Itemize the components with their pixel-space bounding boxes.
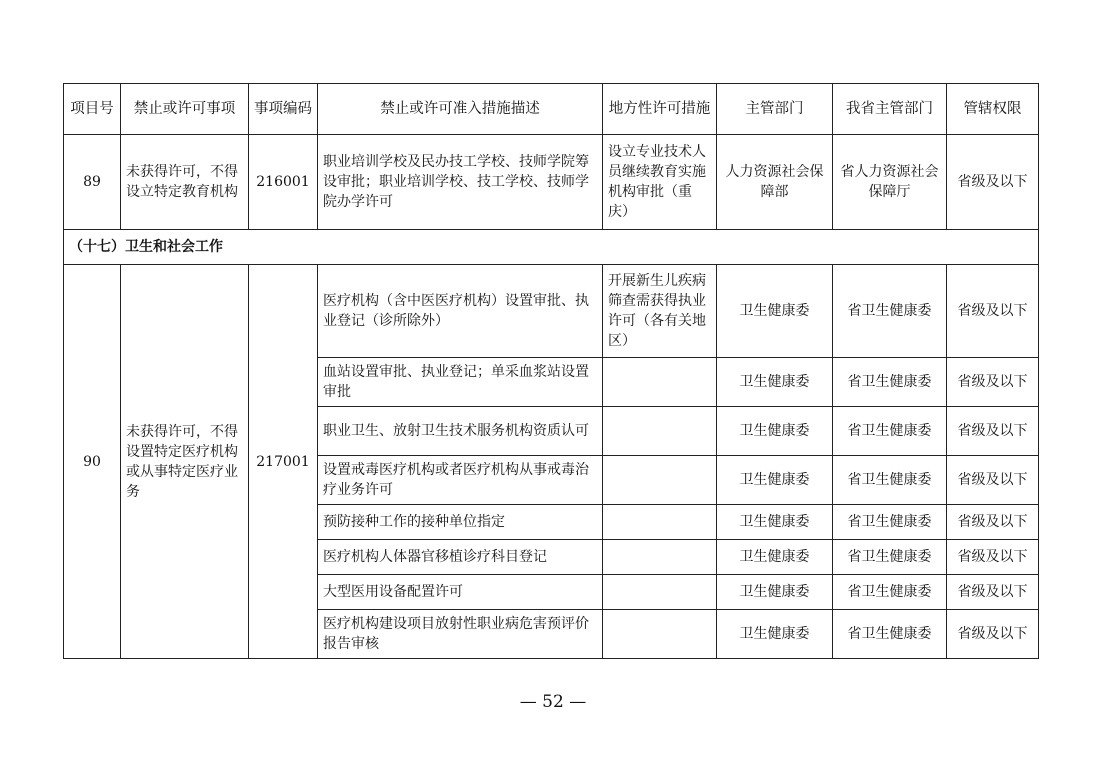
header-cell: 我省主管部门: [833, 84, 947, 135]
measure-description: 职业卫生、放射卫生技术服务机构资质认可: [318, 407, 603, 456]
section-row: [64, 230, 1039, 265]
jurisdiction: 省级及以下: [947, 135, 1039, 230]
local-measure: 开展新生儿疾病筛查需获得执业许可（各有关地区）: [603, 265, 717, 358]
department: 卫生健康委: [717, 265, 833, 358]
section-title: （十七）卫生和社会工作: [64, 230, 1039, 265]
item-code: 216001: [249, 135, 318, 230]
provincial-department: 省卫生健康委: [833, 575, 947, 610]
provincial-department: 省卫生健康委: [833, 610, 947, 659]
department: 卫生健康委: [717, 358, 833, 407]
local-measure: [603, 540, 717, 575]
item-code: 217001: [249, 265, 318, 659]
header-cell: 管辖权限: [947, 84, 1039, 135]
measure-description: 预防接种工作的接种单位指定: [318, 505, 603, 540]
local-measure: [603, 358, 717, 407]
measure-description: 医疗机构（含中医医疗机构）设置审批、执业登记（诊所除外）: [318, 265, 603, 358]
department: 卫生健康委: [717, 575, 833, 610]
measure-description: 血站设置审批、执业登记；单采血浆站设置审批: [318, 358, 603, 407]
department: 卫生健康委: [717, 456, 833, 505]
provincial-department: 省卫生健康委: [833, 456, 947, 505]
provincial-department: 省卫生健康委: [833, 540, 947, 575]
header-cell: 事项编码: [249, 84, 318, 135]
local-measure: [603, 456, 717, 505]
item-title: 未获得许可，不得设置特定医疗机构或从事特定医疗业务: [121, 265, 249, 659]
item-number: 89: [64, 135, 121, 230]
jurisdiction: 省级及以下: [947, 540, 1039, 575]
measure-description: 职业培训学校及民办技工学校、技师学院筹设审批；职业培训学校、技工学校、技师学院办学许可: [318, 135, 603, 230]
jurisdiction: 省级及以下: [947, 456, 1039, 505]
provincial-department: 省人力资源社会保障厅: [833, 135, 947, 230]
item-title: 未获得许可，不得设立特定教育机构: [121, 135, 249, 230]
provincial-department: 省卫生健康委: [833, 407, 947, 456]
header-row: [64, 84, 1039, 135]
department: 卫生健康委: [717, 610, 833, 659]
measure-description: 设置戒毒医疗机构或者医疗机构从事戒毒治疗业务许可: [318, 456, 603, 505]
header-cell: 地方性许可措施: [603, 84, 717, 135]
department: 人力资源社会保障部: [717, 135, 833, 230]
header-cell: 禁止或许可事项: [121, 84, 249, 135]
header-cell: 项目号: [64, 84, 121, 135]
jurisdiction: 省级及以下: [947, 358, 1039, 407]
header-cell: 主管部门: [717, 84, 833, 135]
measure-description: 大型医用设备配置许可: [318, 575, 603, 610]
jurisdiction: 省级及以下: [947, 265, 1039, 358]
local-measure: [603, 505, 717, 540]
jurisdiction: 省级及以下: [947, 610, 1039, 659]
measure-description: 医疗机构建设项目放射性职业病危害预评价报告审核: [318, 610, 603, 659]
provincial-department: 省卫生健康委: [833, 358, 947, 407]
page-number: — 52 —: [519, 692, 587, 712]
local-measure: [603, 610, 717, 659]
local-measure: [603, 407, 717, 456]
jurisdiction: 省级及以下: [947, 407, 1039, 456]
provincial-department: 省卫生健康委: [833, 265, 947, 358]
table-row: [64, 135, 1039, 230]
department: 卫生健康委: [717, 407, 833, 456]
department: 卫生健康委: [717, 540, 833, 575]
provincial-department: 省卫生健康委: [833, 505, 947, 540]
table-row: [64, 265, 1039, 358]
jurisdiction: 省级及以下: [947, 505, 1039, 540]
jurisdiction: 省级及以下: [947, 575, 1039, 610]
local-measure: 设立专业技术人员继续教育实施机构审批（重庆）: [603, 135, 717, 230]
permit-table: [63, 83, 1039, 659]
local-measure: [603, 575, 717, 610]
header-cell: 禁止或许可准入措施描述: [318, 84, 603, 135]
item-number: 90: [64, 265, 121, 659]
measure-description: 医疗机构人体器官移植诊疗科目登记: [318, 540, 603, 575]
department: 卫生健康委: [717, 505, 833, 540]
